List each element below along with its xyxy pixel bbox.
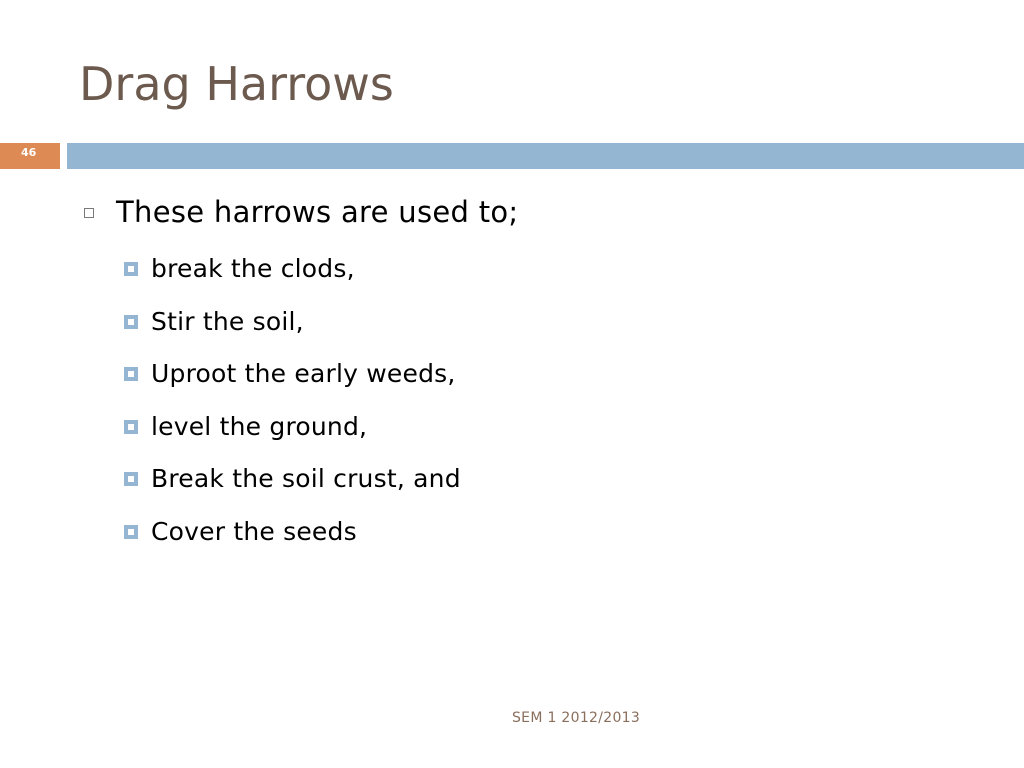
sub-bullet-text: Uproot the early weeds, xyxy=(151,358,456,388)
sub-bullet-item xyxy=(124,409,367,443)
main-bullet-item xyxy=(84,190,519,234)
sub-bullet-item xyxy=(124,514,357,548)
framed-square-bullet-icon xyxy=(124,315,138,329)
framed-square-bullet-icon xyxy=(124,262,138,276)
framed-square-bullet-icon xyxy=(124,367,138,381)
framed-square-bullet-icon xyxy=(124,472,138,486)
sub-bullet-item xyxy=(124,461,461,495)
hollow-square-bullet-icon xyxy=(84,208,94,218)
sub-bullet-text: Stir the soil, xyxy=(151,306,304,336)
framed-square-bullet-icon xyxy=(124,420,138,434)
slide-footer: SEM 1 2012/2013 xyxy=(512,710,641,726)
sub-bullet-item xyxy=(124,251,355,285)
sub-bullet-item xyxy=(124,304,304,338)
sub-bullet-text: break the clods, xyxy=(151,253,355,283)
sub-bullet-text: level the ground, xyxy=(151,411,368,441)
slide-number: 46 xyxy=(21,146,37,159)
framed-square-bullet-icon xyxy=(124,525,138,539)
sub-bullet-text: Break the soil crust, and xyxy=(151,463,461,493)
sub-bullet-item xyxy=(124,356,456,390)
sub-bullet-text: Cover the seeds xyxy=(151,516,357,546)
main-bullet-text: These harrows are used to; xyxy=(116,195,519,229)
slide-title: Drag Harrows xyxy=(79,57,394,111)
